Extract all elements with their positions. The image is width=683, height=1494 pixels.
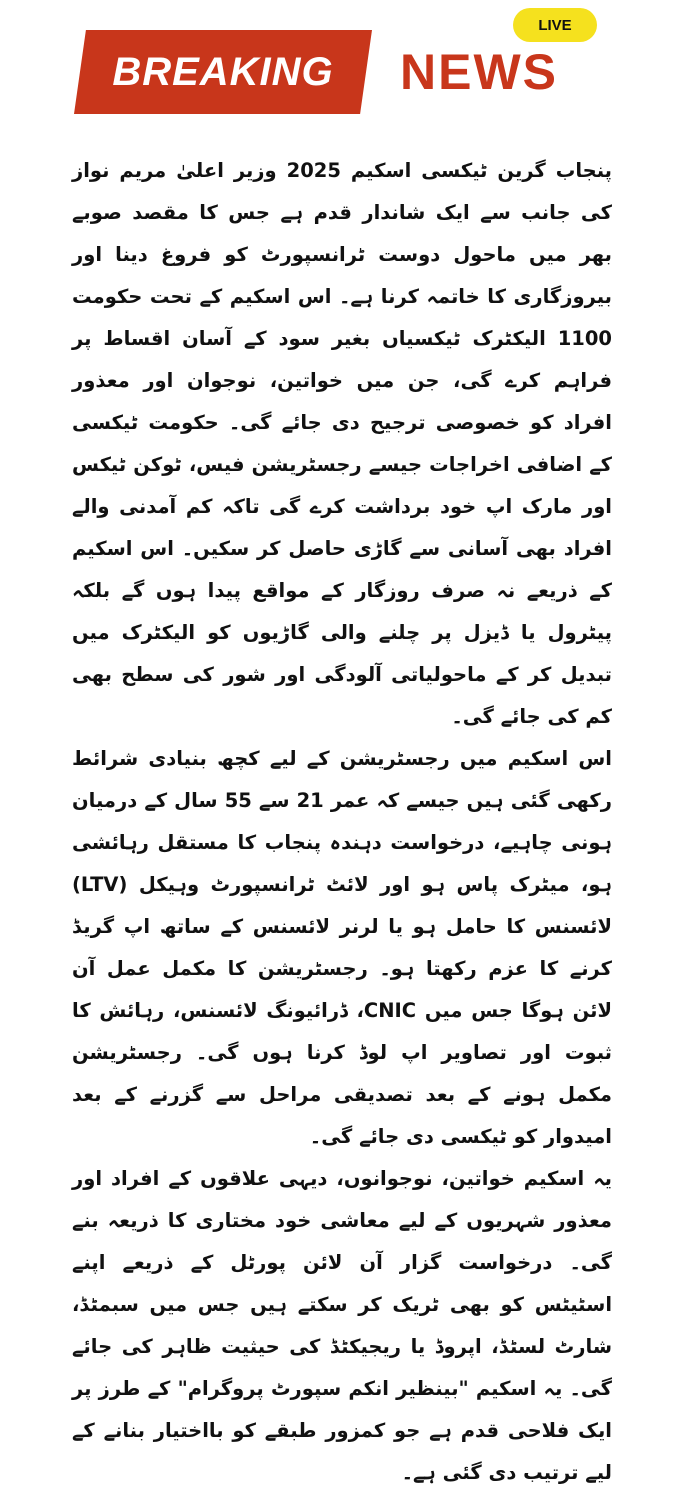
article-paragraph-1: پنجاب گرین ٹیکسی اسکیم 2025 وزیر اعلیٰ مریم نواز کی جانب سے ایک شاندار قدم ہے جس کا مقصد صوبے بھر میں ماحول دوست ٹرانسپورٹ کو فروغ دینا اور بیروزگاری کا خاتمہ کرنا ہے۔ اس اسکیم کے تحت حکومت 1100 الیکٹرک ٹیکسیاں بغیر سود کے آسان اقساط پر فراہم کرے گی، جن میں خواتین، نوجوان اور معذور افراد کو خصوصی ترجیح دی جائے گی۔ حکومت ٹیکسی کے اضافی اخراجات جیسے رجسٹریشن فیس، ٹوکن ٹیکس اور مارک اپ خود برداشت کرے گی تاکہ کم آمدنی والے افراد بھی آسانی سے گاڑی حاصل کر سکیں۔ اس اسکیم کے ذریعے نہ صرف روزگار کے مواقع پیدا ہوں گے بلکہ پیٹرول یا ڈیزل پر چلنے والی گاڑیوں کو الیکٹرک میں تبدیل کر کے ماحولیاتی آلودگی اور شور کی سطح بھی کم کی جائے گی۔	[72, 159, 612, 728]
article-body	[72, 150, 612, 1494]
live-badge: LIVE	[513, 8, 597, 42]
news-label: NEWS	[400, 44, 558, 100]
breaking-news-header	[0, 0, 683, 130]
article-paragraph-2: اس اسکیم میں رجسٹریشن کے لیے کچھ بنیادی شرائط رکھی گئی ہیں جیسے کہ عمر 21 سے 55 سال کے درمیان ہونی چاہیے، درخواست دہندہ پنجاب کا مستقل رہائشی ہو، میٹرک پاس ہو اور لائٹ ٹرانسپورٹ وہیکل (LTV) لائسنس کا حامل ہو یا لرنر لائسنس کے ساتھ اپ گریڈ کرنے کا عزم رکھتا ہو۔ رجسٹریشن کا مکمل عمل آن لائن ہوگا جس میں CNIC، ڈرائیونگ لائسنس، رہائش کا ثبوت اور تصاویر اپ لوڈ کرنا ہوں گی۔ رجسٹریشن مکمل ہونے کے بعد تصدیقی مراحل سے گزرنے کے بعد امیدوار کو ٹیکسی دی جائے گی۔	[72, 747, 613, 1148]
article-paragraph-3: یہ اسکیم خواتین، نوجوانوں، دیہی علاقوں کے افراد اور معذور شہریوں کے لیے معاشی خود مختاری کا ذریعہ بنے گی۔ درخواست گزار آن لائن پورٹل کے ذریعے اپنے اسٹیٹس کو بھی ٹریک کر سکتے ہیں جس میں سبمٹڈ، شارٹ لسٹڈ، اپروڈ یا ریجیکٹڈ کی حیثیت ظاہر کی جائے گی۔ یہ اسکیم "بینظیر انکم سپورٹ پروگرام" کے طرز پر ایک فلاحی قدم ہے جو کمزور طبقے کو بااختیار بنانے کے لیے ترتیب دی گئی ہے۔	[72, 1167, 612, 1484]
breaking-label: BREAKING	[112, 49, 334, 94]
